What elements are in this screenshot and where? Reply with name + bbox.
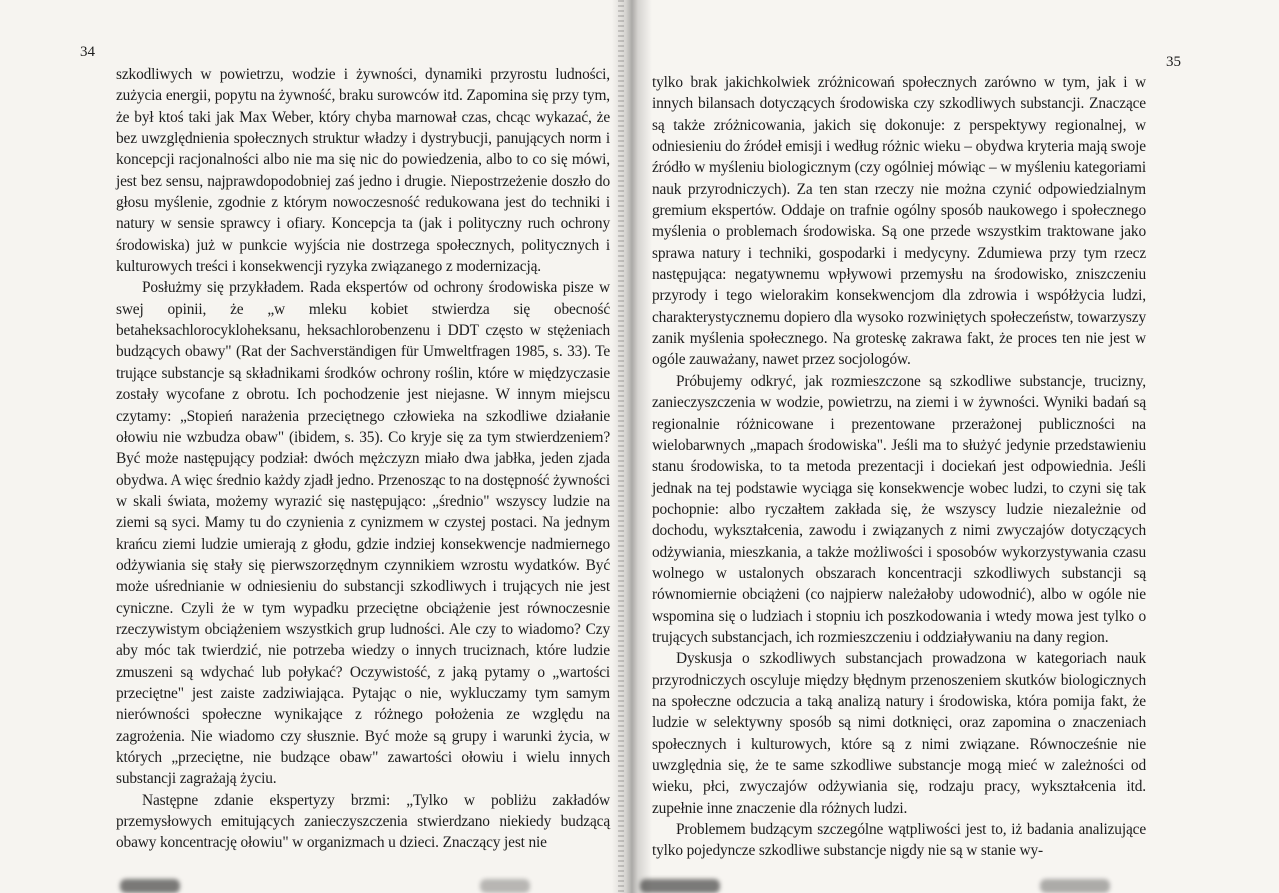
left-page <box>0 0 632 893</box>
paragraph: Dyskusja o szkodliwych substancjach prowadzona w kategoriach nauk przyrodniczych oscyluje między błędnym przenoszeniem skutków biologicznych na społeczne odczucia a taką analizą natury i środowiska, która pomija fakt, że ludzie w selektywny sposób są nimi dotknięci, oraz zapomina o znaczeniach społecznych i kulturowych, które są z nimi związane. Równocześnie nie uwzględnia się, że te same szkodliwe substancje mogą mieć w zależności od wieku, płci, zwyczajów odżywiania się, rodzaju pracy, wykształcenia itd. zupełnie inne znaczenie dla różnych ludzi. <box>652 650 1146 817</box>
page-number: 34 <box>80 44 95 60</box>
paragraph: Próbujemy odkryć, jak rozmieszczone są szkodliwe substancje, trucizny, zanieczyszczenia w wodzie, powietrzu, na ziemi i w żywności. Wyniki badań są regionalnie różnicowane i prezentowane przerażonej publiczności na wielobarwnych „mapach środowiska". Jeśli ma to służyć jedynie przedstawieniu stanu środowiska, to ta metoda prezentacji i dociekań jest odpowiednia. Jeśli jednak na tej podstawie wyciąga się konsekwencje wobec ludzi, to czyni się tak pochopnie: albo ryczałtem zakłada się, że wszyscy ludzie niezależnie od dochodu, wykształcenia, zawodu i związanych z nimi zwyczajów dotyczących odżywiania, mieszkania, a także możliwości i sposobów wykorzystywania czasu wolnego w ustalonych obszarach koncentracji szkodliwych substancji są równomiernie obciążeni (co najpierw należałoby udowodnić), albo w ogóle nie wspomina się o ludziach i stopniu ich poszkodowania i wtedy mowa jest tylko o trujących substancjach, ich rozmieszczeniu i oddziaływaniu na dany region. <box>652 372 1146 646</box>
paragraph: Problemem budzącym szczególne wątpliwości jest to, iż badania analizujące tylko pojedyncze szkodliwe substancje nigdy nie są w stanie wy- <box>652 821 1146 860</box>
page-number: 35 <box>1166 54 1181 70</box>
paragraph: Posłużmy się przykładem. Rada ekspertów od ochrony środowiska pisze w swej opinii, że „w mleku kobiet stwierdza się obecność betaheksachlorocykloheksanu, heksachlorobenzenu i DDT często w stężeniach budzących obawy" (Rat der Sachverständigen für Umweltfragen 1985, s. 33). Te trujące substancje są składnikami środków ochrony roślin, które w międzyczasie zostały wycofane z obrotu. Ich pochodzenie jest niejasne. W innym miejscu czytamy: „Stopień narażenia przeciętnego człowieka na szkodliwe działanie ołowiu nie wzbudza obaw" (ibidem, s. 35). Co kryje się za tym stwierdzeniem? Być może następujący podział: dwóch mężczyzn miało dwa jabłka, jeden zjada obydwa. A więc średnio każdy zjadł jedno. Przenosząc to na dostępność żywności w skali świata, możemy wyrazić się następująco: „średnio" wszyscy ludzie na ziemi są syci. Mamy tu do czynienia z cynizmem w czystej postaci. Na jednym krańcu ziemi ludzie umierają z głodu, gdzie indziej konsekwencje nadmiernego odżywiania się stały się pierwszorzędnym czynnikiem wzrostu wydatków. Być może uśrednianie w odniesieniu do substancji szkodliwych i trujących nie jest cyniczne. Czyli że w tym wypadku przeciętne obciążenie jest równoczesnie rzeczywistym obciążeniem wszystkich grup ludności. Ale czy to wiadomo? Czy aby móc tak twierdzić, nie potrzeba wiedzy o innych truciznach, które ludzie zmuszeni są wdychać lub połykać? Oczywistość, z jaką pytamy o „wartości przeciętne" jest zaiste zadziwiająca. Pytając o nie, wykluczamy tym samym nierówności społeczne wynikające z różnego położenia ze względu na zagrożenia. Nie wiadomo czy słusznie. Być może są grupy i warunki życia, w których „przeciętne, nie budzące obaw" zawartości ołowiu i wielu innych substancji zagrażają życiu. <box>116 279 610 788</box>
paragraph: tylko brak jakichkolwiek zróżnicowań społecznych zarówno w tym, jak i w innych bilansach dotyczących środowiska czy szkodliwych substancji. Znaczące są także zróżnicowania, jakich się dokonuje: z perspektywy regionalnej, w odniesieniu do źródeł emisji i według różnic wieku – obydwa kryteria mają swoje źródło w myśleniu biologicznym (czy ogólniej mówiąc – w myśleniu kategoriami nauk przyrodniczych). Za ten stan rzeczy nie można czynić odpowiedzialnym gremium ekspertów. Oddaje on trafnie ogólny sposób naukowego i społecznego myślenia o problemach środowiska. Są one przede wszystkim traktowane jako sprawa natury i techniki, gospodarki i medycyny. Zdumiewa przy tym rzecz następująca: negatywnemu wpływowi przemysłu na środowisko, zniszczeniu przyrody i tego wielorakim konsekwencjom dla zdrowia i współżycia ludzi, charakterystycznemu dopiero dla wysoko rozwiniętych społeczeństw, towarzyszy zanik myślenia społecznego. Na groteskę zakrawa fakt, że proces ten nie jest w ogóle zauważany, nawet przez socjologów. <box>652 74 1146 369</box>
scan-smudge <box>640 879 720 893</box>
gutter-scan-noise <box>618 0 624 893</box>
page-body <box>116 64 610 854</box>
right-page <box>632 0 1279 893</box>
scan-smudge <box>120 879 180 893</box>
scan-smudge <box>1040 879 1110 893</box>
page-body <box>652 72 1146 862</box>
paragraph: Następne zdanie ekspertyzy brzmi: „Tylko w pobliżu zakładów przemysłowych emitujących zanieczyszczenia stwierdzano niekiedy budzącą obawy koncentrację ołowiu" w organizmach u dzieci. Znaczący jest nie <box>116 791 610 852</box>
paragraph: szkodliwych w powietrzu, wodzie i żywności, dynamiki przyrostu ludności, zużycia energii, popytu na żywność, braku surowców itd. Zapomina się przy tym, że był ktoś taki jak Max Weber, który chyba marnował czas, chcąc wykazać, że bez uwzględnienia społecznych struktur władzy i dystrybucji, panujących norm i koncepcji racjonalności albo nie ma się nic do powiedzenia, albo to co się mówi, jest bez sensu, najprawdopodobniej zaś jedno i drugie. Niepostrzeżenie doszło do głosu myślenie, zgodnie z którym nowoczesność redukowana jest do techniki i natury w sensie sprawcy i ofiary. Koncepcja ta (jak i polityczny ruch ochrony środowiska) już w punkcie wyjścia nie dostrzega społecznych, politycznych i kulturowych treści i konsekwencji ryzyka związanego z modernizacją. <box>116 66 610 276</box>
scan-smudge <box>480 879 530 893</box>
